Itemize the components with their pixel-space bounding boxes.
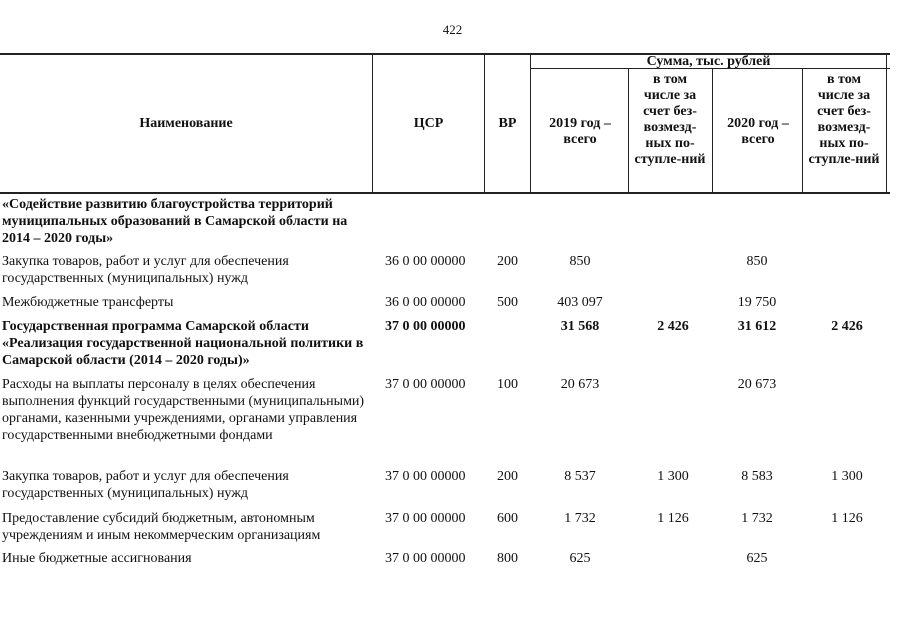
row-csr: 36 0 00 00000: [385, 295, 466, 310]
row-2020-total: 625: [746, 551, 768, 566]
row-vr: 100: [497, 377, 518, 392]
col-divider-5: [712, 68, 713, 193]
row-name: Иные бюджетные ассигнования: [2, 551, 192, 566]
row-2020-total: 20 673: [737, 377, 777, 392]
row-2020-free: 1 126: [831, 511, 863, 526]
row-csr: 36 0 00 00000: [385, 254, 466, 269]
row-csr: 37 0 00 00000: [385, 319, 466, 334]
row-2020-total: 850: [746, 254, 768, 269]
page-number: 422: [442, 22, 463, 37]
row-vr: 200: [497, 254, 518, 269]
row-vr: 600: [497, 511, 518, 526]
row-2020-total: 19 750: [737, 295, 777, 310]
row-name: Предоставление субсидий бюджетным, автономным учреждениям и иным некоммерческим организациям: [2, 511, 321, 543]
header-sum-group: Сумма, тыс. рублей: [646, 54, 771, 69]
row-vr: 800: [497, 551, 518, 566]
row-csr: 37 0 00 00000: [385, 551, 466, 566]
row-vr: 500: [497, 295, 518, 310]
header-csr: ЦСР: [413, 116, 444, 131]
row-2019-free: 1 300: [657, 469, 689, 484]
row-2020-total: 1 732: [741, 511, 773, 526]
col-divider-6: [802, 68, 803, 193]
row-2019-total: 850: [569, 254, 591, 269]
col-divider-3: [530, 53, 531, 193]
row-name: Расходы на выплаты персоналу в целях обеспечения выполнения функций государственными (муниципальными) органами, казенными учреждениями, органами управления государственными внебюджетными фондами: [2, 377, 365, 443]
header-vr: ВР: [498, 116, 517, 131]
row-csr: 37 0 00 00000: [385, 377, 466, 392]
row-2019-total: 625: [569, 551, 591, 566]
row-name: Государственная программа Самарской области «Реализация государственной национальной политики в Самарской области (2014 – 2020 годы)»: [2, 319, 364, 368]
row-name: «Содействие развитию благоустройства территорий муниципальных образований в Самарской области на 2014 – 2020 годы»: [2, 197, 348, 246]
row-2019-total: 1 732: [564, 511, 596, 526]
row-name: Закупка товаров, работ и услуг для обеспечения государственных (муниципальных) нужд: [2, 254, 289, 286]
header-2019-total: 2019 год – всего: [549, 116, 611, 147]
row-2019-total: 31 568: [560, 319, 600, 334]
row-2020-free: 1 300: [831, 469, 863, 484]
row-csr: 37 0 00 00000: [385, 469, 466, 484]
row-2020-free: 2 426: [831, 319, 863, 334]
row-2020-total: 31 612: [737, 319, 777, 334]
col-divider-right: [886, 53, 887, 193]
row-name: Закупка товаров, работ и услуг для обеспечения государственных (муниципальных) нужд: [2, 469, 289, 501]
row-name: Межбюджетные трансферты: [2, 295, 174, 310]
header-name: Наименование: [139, 116, 233, 131]
header-2020-incl: в том числе за счет без-возмезд-ных по-ступле-ний: [808, 72, 880, 167]
row-2020-total: 8 583: [741, 469, 773, 484]
row-2019-total: 403 097: [557, 295, 603, 310]
col-divider-4: [628, 68, 629, 193]
header-2020-total: 2020 год – всего: [727, 116, 789, 147]
row-vr: 200: [497, 469, 518, 484]
row-csr: 37 0 00 00000: [385, 511, 466, 526]
row-2019-total: 8 537: [564, 469, 596, 484]
row-2019-total: 20 673: [560, 377, 600, 392]
row-2019-free: 1 126: [657, 511, 689, 526]
row-2019-free: 2 426: [657, 319, 689, 334]
header-bottom-border: [0, 192, 890, 194]
header-2019-incl: в том числе за счет без-возмезд-ных по-ступле-ний: [634, 72, 706, 167]
